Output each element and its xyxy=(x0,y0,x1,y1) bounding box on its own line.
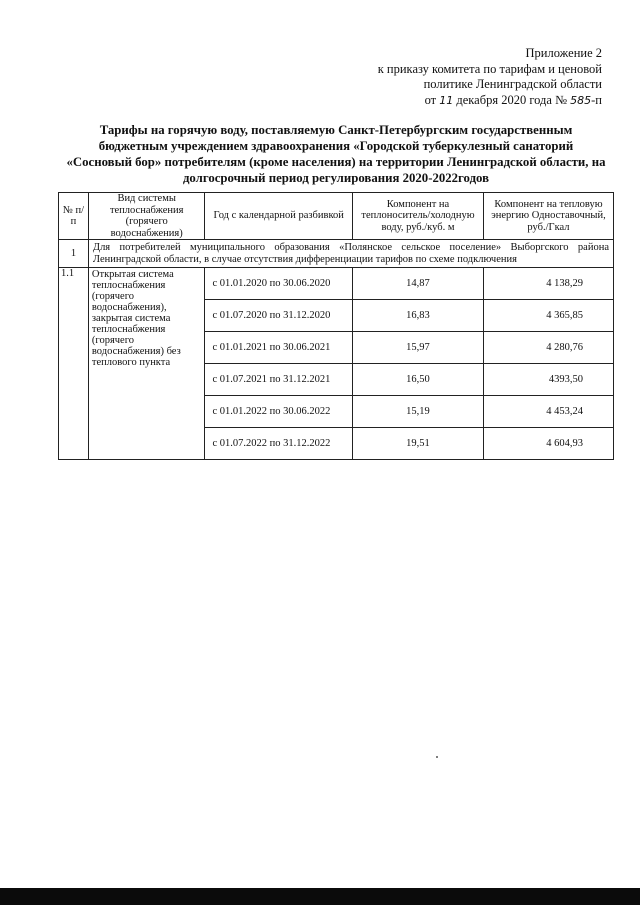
table-row xyxy=(59,268,614,300)
title-line-3: «Сосновый бор» потребителям (кроме населения) на территории Ленинградской области, на xyxy=(66,155,606,169)
row-energy: 4 365,85 xyxy=(483,300,613,332)
item-system: Открытая система теплоснабжения (горячего водоснабжения), закрытая система теплоснабжения (горячего водоснабжения) без теплового пункта xyxy=(88,268,205,460)
title-line-2: бюджетным учреждением здравоохранения «Городской туберкулезный санаторий xyxy=(98,139,574,153)
appendix-line-4 xyxy=(340,93,602,109)
order-date-prefix: от xyxy=(424,92,437,107)
appendix-line-2: к приказу комитета по тарифам и ценовой xyxy=(377,61,602,76)
row-carrier: 15,19 xyxy=(352,396,483,428)
appendix-header xyxy=(340,46,602,108)
header-system: Вид системы теплоснабжения (горячего водоснабжения) xyxy=(88,193,205,240)
row-carrier: 16,50 xyxy=(352,364,483,396)
table-header-row xyxy=(59,193,614,240)
scan-speck xyxy=(436,756,438,758)
row-energy: 4 138,29 xyxy=(483,268,613,300)
item-num: 1.1 xyxy=(59,268,89,460)
group-description xyxy=(88,240,613,268)
row-carrier: 14,87 xyxy=(352,268,483,300)
row-energy: 4 604,93 xyxy=(483,428,613,460)
document-title xyxy=(56,122,616,186)
row-period: с 01.01.2020 по 30.06.2020 xyxy=(205,268,353,300)
appendix-line-3: политике Ленинградской области xyxy=(423,77,602,91)
tariff-table xyxy=(58,192,614,460)
header-period: Год с календарной разбивкой xyxy=(205,193,353,240)
row-energy: 4 280,76 xyxy=(483,332,613,364)
group-num: 1 xyxy=(59,240,89,268)
row-period: с 01.07.2022 по 31.12.2022 xyxy=(205,428,353,460)
scan-bottom-edge xyxy=(0,888,640,905)
order-day: 11 xyxy=(439,93,454,107)
title-line-1: Тарифы на горячую воду, поставляемую Санкт-Петербургским государственным xyxy=(99,123,573,137)
order-number-suffix: -п xyxy=(591,92,602,107)
row-period: с 01.07.2021 по 31.12.2021 xyxy=(205,364,353,396)
row-carrier: 16,83 xyxy=(352,300,483,332)
row-period: с 01.01.2022 по 30.06.2022 xyxy=(205,396,353,428)
header-energy: Компонент на тепловую энергию Одноставочный, руб./Гкал xyxy=(483,193,613,240)
row-carrier: 15,97 xyxy=(352,332,483,364)
header-carrier: Компонент на теплоноситель/холодную воду, руб./куб. м xyxy=(352,193,483,240)
row-energy: 4 453,24 xyxy=(483,396,613,428)
group-text-line-2: Ленинградской области, в случае отсутствия дифференциации тарифов по схеме подключения xyxy=(92,253,517,265)
title-line-4: долгосрочный период регулирования 2020-2022годов xyxy=(182,171,490,185)
row-period: с 01.07.2020 по 31.12.2020 xyxy=(205,300,353,332)
order-date-text: декабря 2020 года № xyxy=(456,92,568,107)
row-carrier: 19,51 xyxy=(352,428,483,460)
row-period: с 01.01.2021 по 30.06.2021 xyxy=(205,332,353,364)
appendix-line-1: Приложение 2 xyxy=(525,46,602,60)
header-num: № п/п xyxy=(59,193,89,240)
group-text-line-1: Для потребителей муниципального образования «Полянское сельское поселение» Выборгского района xyxy=(92,242,609,253)
row-energy: 4393,50 xyxy=(483,364,613,396)
group-row xyxy=(59,240,614,268)
order-number: 585 xyxy=(570,93,592,107)
